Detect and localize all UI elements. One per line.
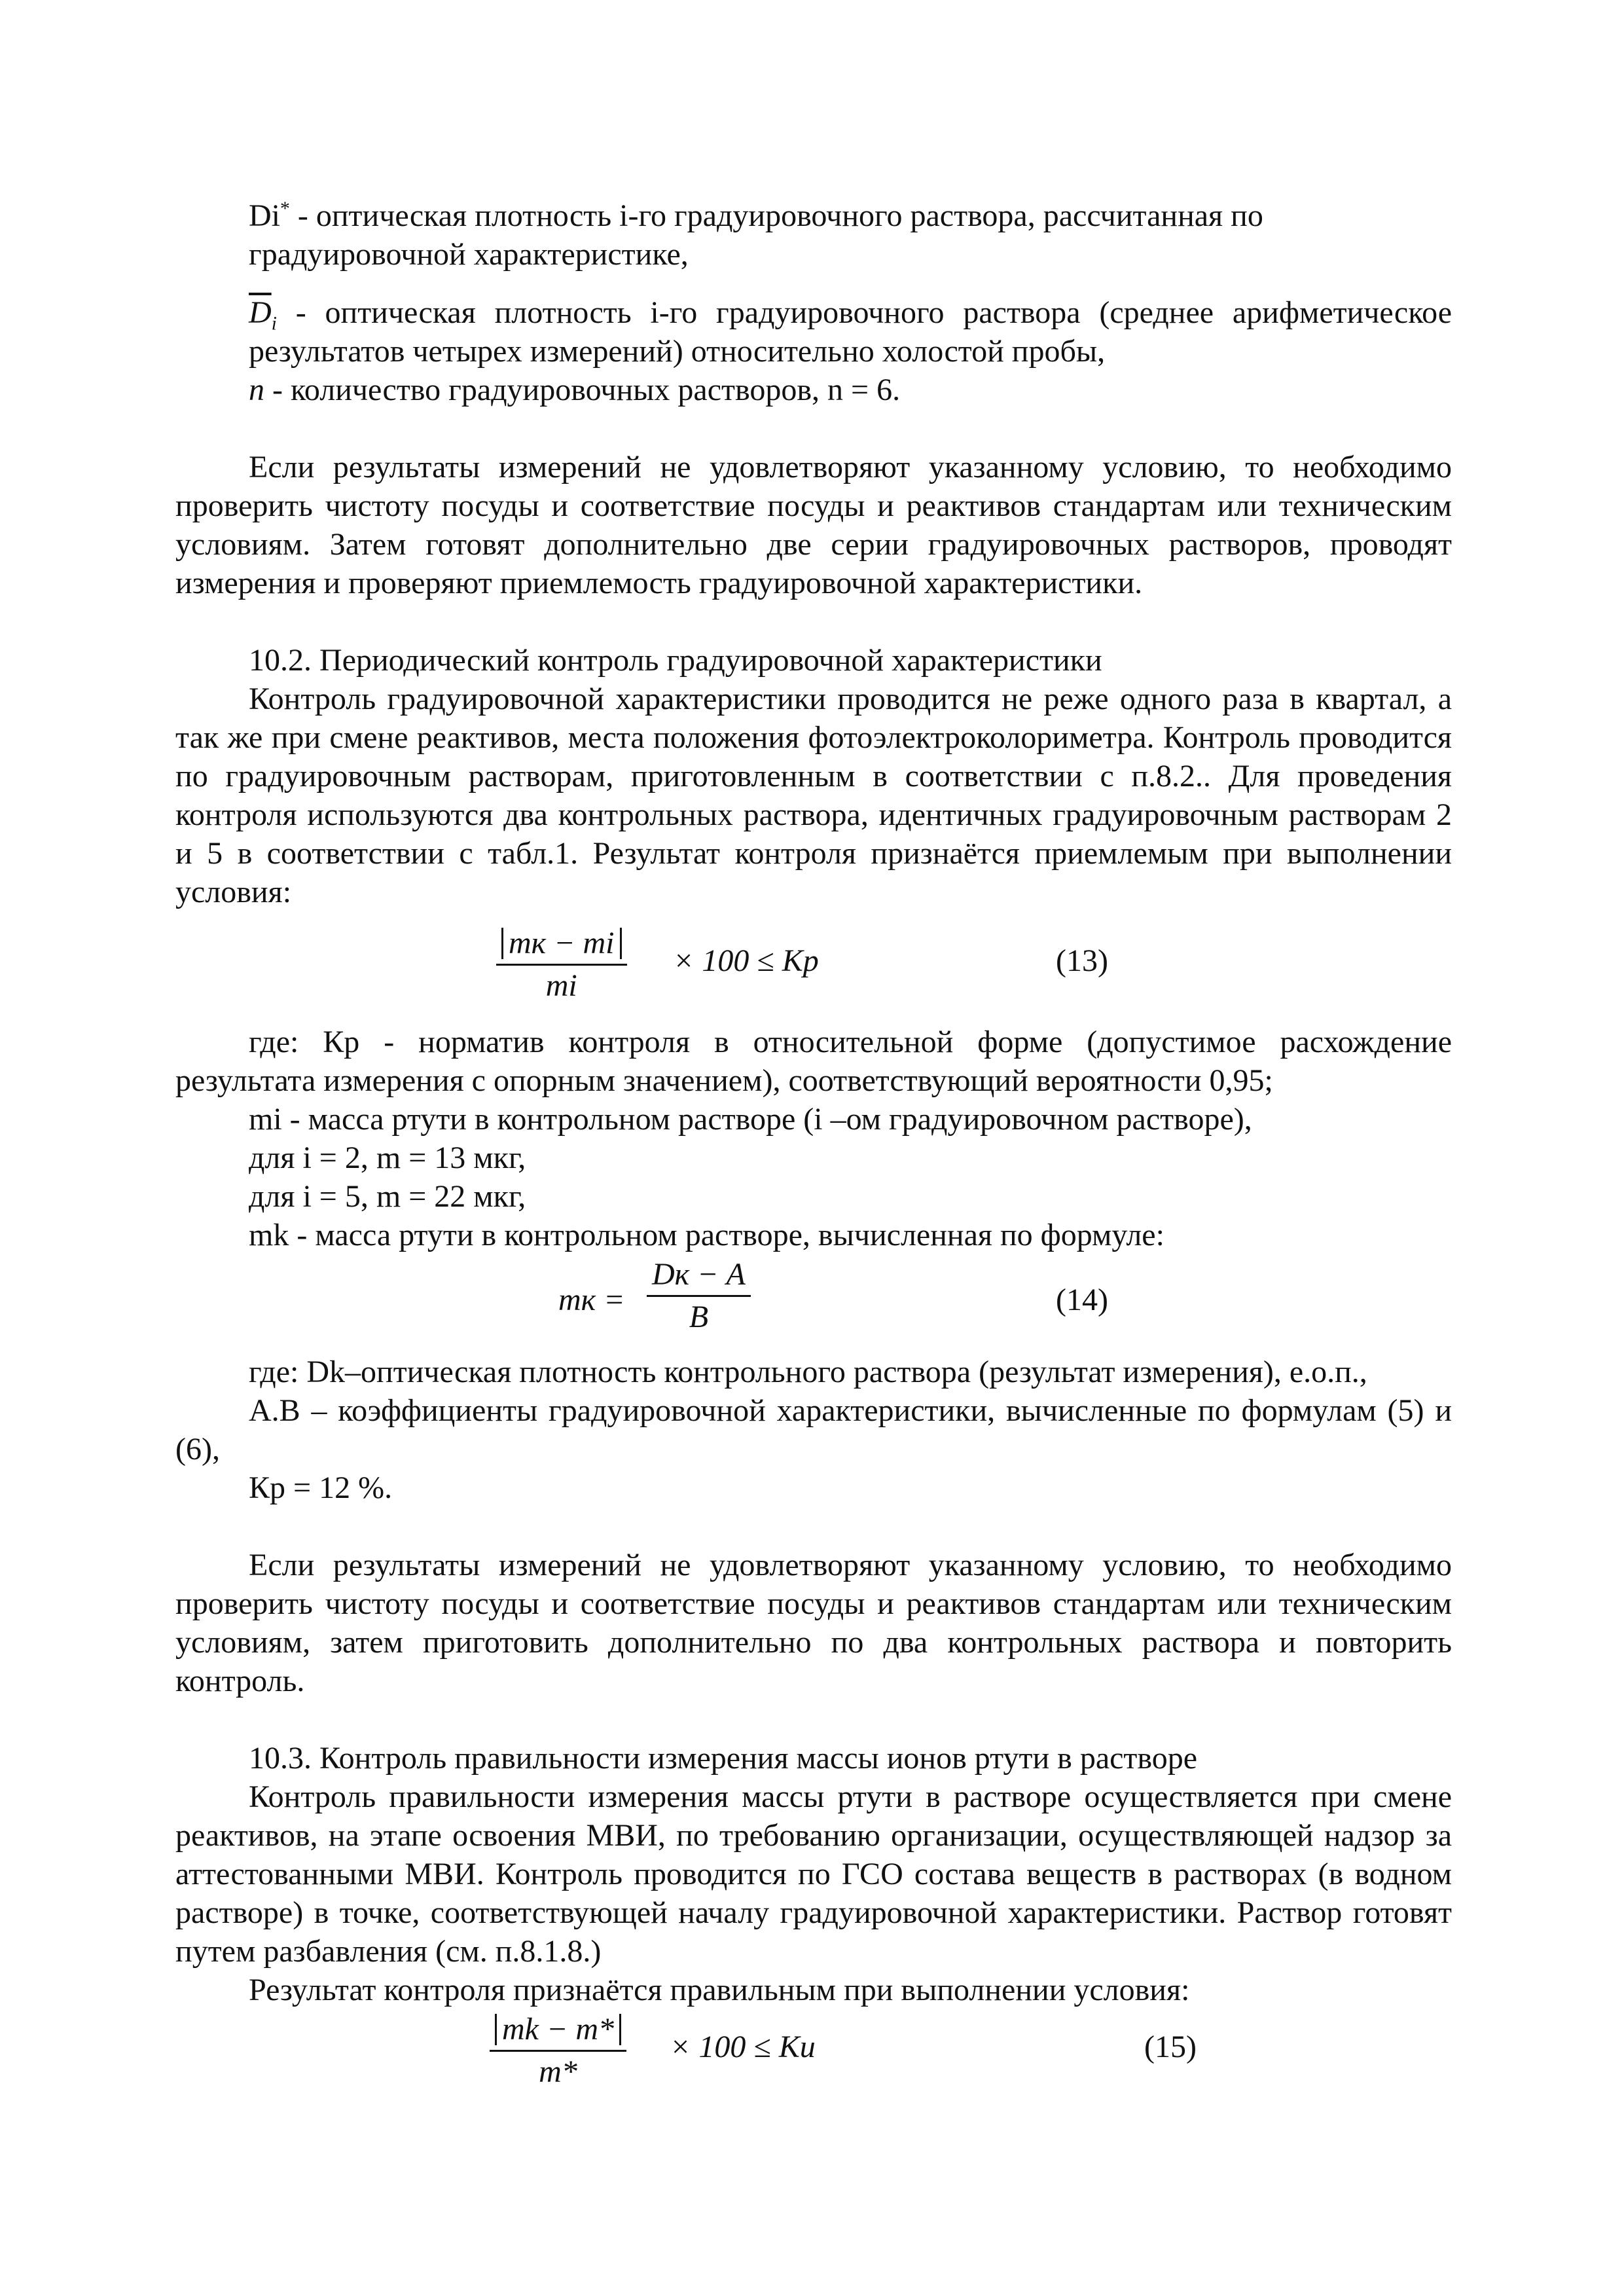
- line-kp-value: Кр = 12 %.: [249, 1470, 393, 1505]
- paragraph-recheck-1: Если результаты измерений не удовлетворяют указанному условию, то необходимо проверить чистоту посуды и соответствие посуды и реактивов стандартам или техническим условиям. Затем готовят дополнительно две серии градуировочных растворов, проводят измерения и проверяют приемлемость градуировочной характеристики.: [175, 450, 1452, 600]
- paragraph-periodic-control: Контроль градуировочной характеристики проводится не реже одного раза в квартал, а так же при смене реактивов, места положения фотоэлектроколориметра. Контроль проводится по градуировочным растворам, приготовленным в соответствии с п.8.2.. Для проведения контроля используются два контрольных раствора, идентичных градуировочным растворам 2 и 5 в соответствии с табл.1. Результат контроля признаётся приемлемым при выполнении условия:: [175, 682, 1452, 909]
- formula-14-fraction: [647, 1254, 751, 1338]
- formula-15-number: (15): [1144, 2030, 1197, 2064]
- definition-n: [249, 371, 1452, 409]
- section-heading-10-2: 10.2. Периодический контроль градуировочной характеристики: [249, 643, 1102, 678]
- formula-14-number: (14): [1056, 1283, 1108, 1317]
- line-i-5: для i = 5, m = 22 мкг,: [249, 1179, 526, 1214]
- formula-13-fraction: [496, 923, 627, 1006]
- section-heading-10-3: 10.3. Контроль правильности измерения массы ионов ртути в растворе: [249, 1741, 1198, 1776]
- formula-15-fraction: [490, 2009, 626, 2092]
- formula-14: [175, 1254, 1452, 1353]
- formula-13: [175, 911, 1452, 1023]
- definition-d-mean-text: - оптическая плотность i-го градуировочного раствора (среднее арифметическое результатов четырех измерений) относительно холостой пробы,: [249, 295, 1452, 369]
- line-dk-definition: где: Dk–оптическая плотность контрольного раствора (результат измерения), е.о.п.,: [249, 1355, 1367, 1389]
- definition-d-star: [249, 196, 1452, 274]
- symbol-n: n: [249, 373, 264, 407]
- formula-15-denominator: m*: [539, 2054, 577, 2089]
- line-mi-definition: mi - масса ртути в контрольном растворе (i –ом градуировочном растворе),: [249, 1102, 1252, 1137]
- paragraph-accuracy-control: Контроль правильности измерения массы ртути в растворе осуществляется при смене реактивов, на этапе освоения МВИ, по требованию организации, осуществляющей надзор за аттестованными МВИ. Контроль проводится по ГСО состава веществ в растворах (в водном растворе) в точке, соответствующей началу градуировочной характеристики. Раствор готовят путем разбавления (см. п.8.1.8.): [175, 1779, 1452, 1969]
- definition-d-star-text: - оптическая плотность i-го градуировочного раствора, рассчитанная по градуировочной характеристике,: [249, 198, 1263, 272]
- formula-15-rest: × 100 ≤ Kи: [670, 2030, 816, 2064]
- formula-14-lhs: mк =: [558, 1283, 625, 1317]
- formula-13-number: (13): [1056, 943, 1108, 978]
- paragraph-recheck-2: Если результаты измерений не удовлетворяют указанному условию, то необходимо проверить чистоту посуды и соответствие посуды и реактивов стандартам или техническим условиям, затем приготовить дополнительно по два контрольных раствора и повторить контроль.: [175, 1548, 1452, 1698]
- paragraph-ab-coefficients: А.В – коэффициенты градуировочной характеристики, вычисленные по формулам (5) и (6),: [175, 1393, 1452, 1467]
- symbol-d-star: Di*: [249, 198, 290, 233]
- document-page: [175, 196, 1452, 2107]
- formula-13-rest: × 100 ≤ Kр: [673, 943, 819, 978]
- symbol-d-mean: $\overline{D}_i$: [249, 295, 277, 335]
- definition-d-mean: [249, 293, 1452, 371]
- formula-13-numerator: mк − mi: [501, 928, 622, 959]
- formula-14-numerator: Dк − A: [647, 1254, 751, 1297]
- line-i-2: для i = 2, m = 13 мкг,: [249, 1140, 526, 1175]
- formula-15-numerator: mk − m*: [495, 2014, 621, 2045]
- paragraph-result-condition: Результат контроля признаётся правильным при выполнении условия:: [249, 1973, 1190, 2007]
- formula-15: [175, 2009, 1452, 2107]
- line-mk-definition: mk - масса ртути в контрольном растворе, вычисленная по формуле:: [249, 1218, 1164, 1252]
- paragraph-kp-definition: где: Кр - норматив контроля в относительной форме (допустимое расхождение результата измерения с опорным значением), соответствующий вероятности 0,95;: [175, 1025, 1452, 1098]
- definition-n-text: - количество градуировочных растворов, n = 6.: [272, 373, 901, 407]
- formula-13-denominator: mi: [545, 968, 577, 1003]
- formula-14-denominator: B: [689, 1300, 709, 1334]
